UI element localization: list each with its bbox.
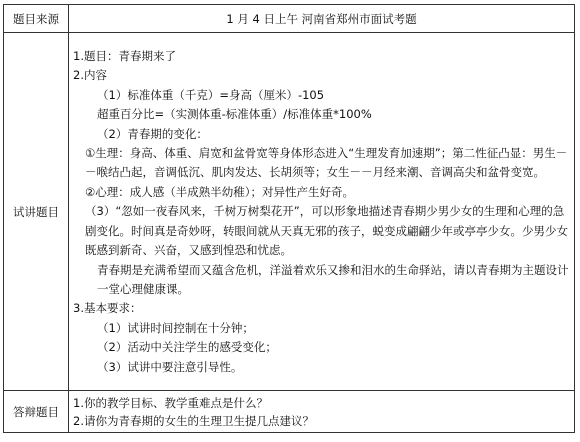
exam-question-table xyxy=(3,4,575,433)
trial-line-req-3: （3）试讲中要注意引导性。 xyxy=(97,359,243,374)
trial-line-req-2: （2）活动中关注学生的感受变化； xyxy=(97,340,277,355)
trial-line-changes-heading: （2）青春期的变化： xyxy=(97,126,208,141)
trial-line-content-heading: 2.内容 xyxy=(73,68,107,83)
source-label: 题目来源 xyxy=(4,5,69,33)
defense-row xyxy=(4,391,575,433)
trial-line-physiology: ①生理：身高、体重、肩宽和盆骨宽等身体形态进入“生理发育加速期”；第二性征凸显：男生－－喉结凸起，音调低沉、肌肉发达、长胡须等；女生－－月经来潮、音调高尖和盆骨变宽。 xyxy=(85,146,568,180)
exam-title: 1 月 4 日上午 河南省郑州市面试考题 xyxy=(69,5,575,33)
trial-row xyxy=(4,33,575,391)
defense-question-1: 1.你的教学目标、教学重难点是什么？ xyxy=(73,396,268,410)
trial-content-cell xyxy=(69,33,575,391)
defense-content-cell xyxy=(69,391,575,433)
trial-label: 试讲题目 xyxy=(4,33,69,391)
trial-line-req-1: （1）试讲时间控制在十分钟； xyxy=(97,320,254,335)
trial-line-psychology: ②心理：成人感（半成熟半幼稚）；对异性产生好奇。 xyxy=(85,184,355,199)
header-row xyxy=(4,5,575,33)
trial-line-standard-weight: （1）标准体重（千克）=身高（厘米）-105 xyxy=(97,87,325,102)
defense-label: 答辩题目 xyxy=(4,391,69,433)
trial-line-requirements-heading: 3.基本要求： xyxy=(73,301,142,316)
trial-line-task: 青春期是充满希望而又蕴含危机，洋溢着欢乐又掺和泪水的生命驿站，请以青春期为主题设计一堂心理健康课。 xyxy=(97,262,569,296)
trial-line-topic: 1.题目：青春期来了 xyxy=(73,49,176,64)
defense-question-2: 2.请你为青春期的女生的生理卫生提几点建议？ xyxy=(73,414,314,428)
trial-line-overweight-percent: 超重百分比=（实测体重-标准体重）/标准体重*100% xyxy=(97,107,372,122)
trial-line-poem-passage: （3）“忽如一夜春风来，千树万树梨花开”，可以形象地描述青春期少男少女的生理和心理的急剧变化。时间真是奇妙呀，转眼间就从天真无邪的孩子，蜕变成翩翩少年或亭亭少女。少男少女既感到新奇、兴奋，又感到惶恐和忧虑。 xyxy=(85,204,568,258)
